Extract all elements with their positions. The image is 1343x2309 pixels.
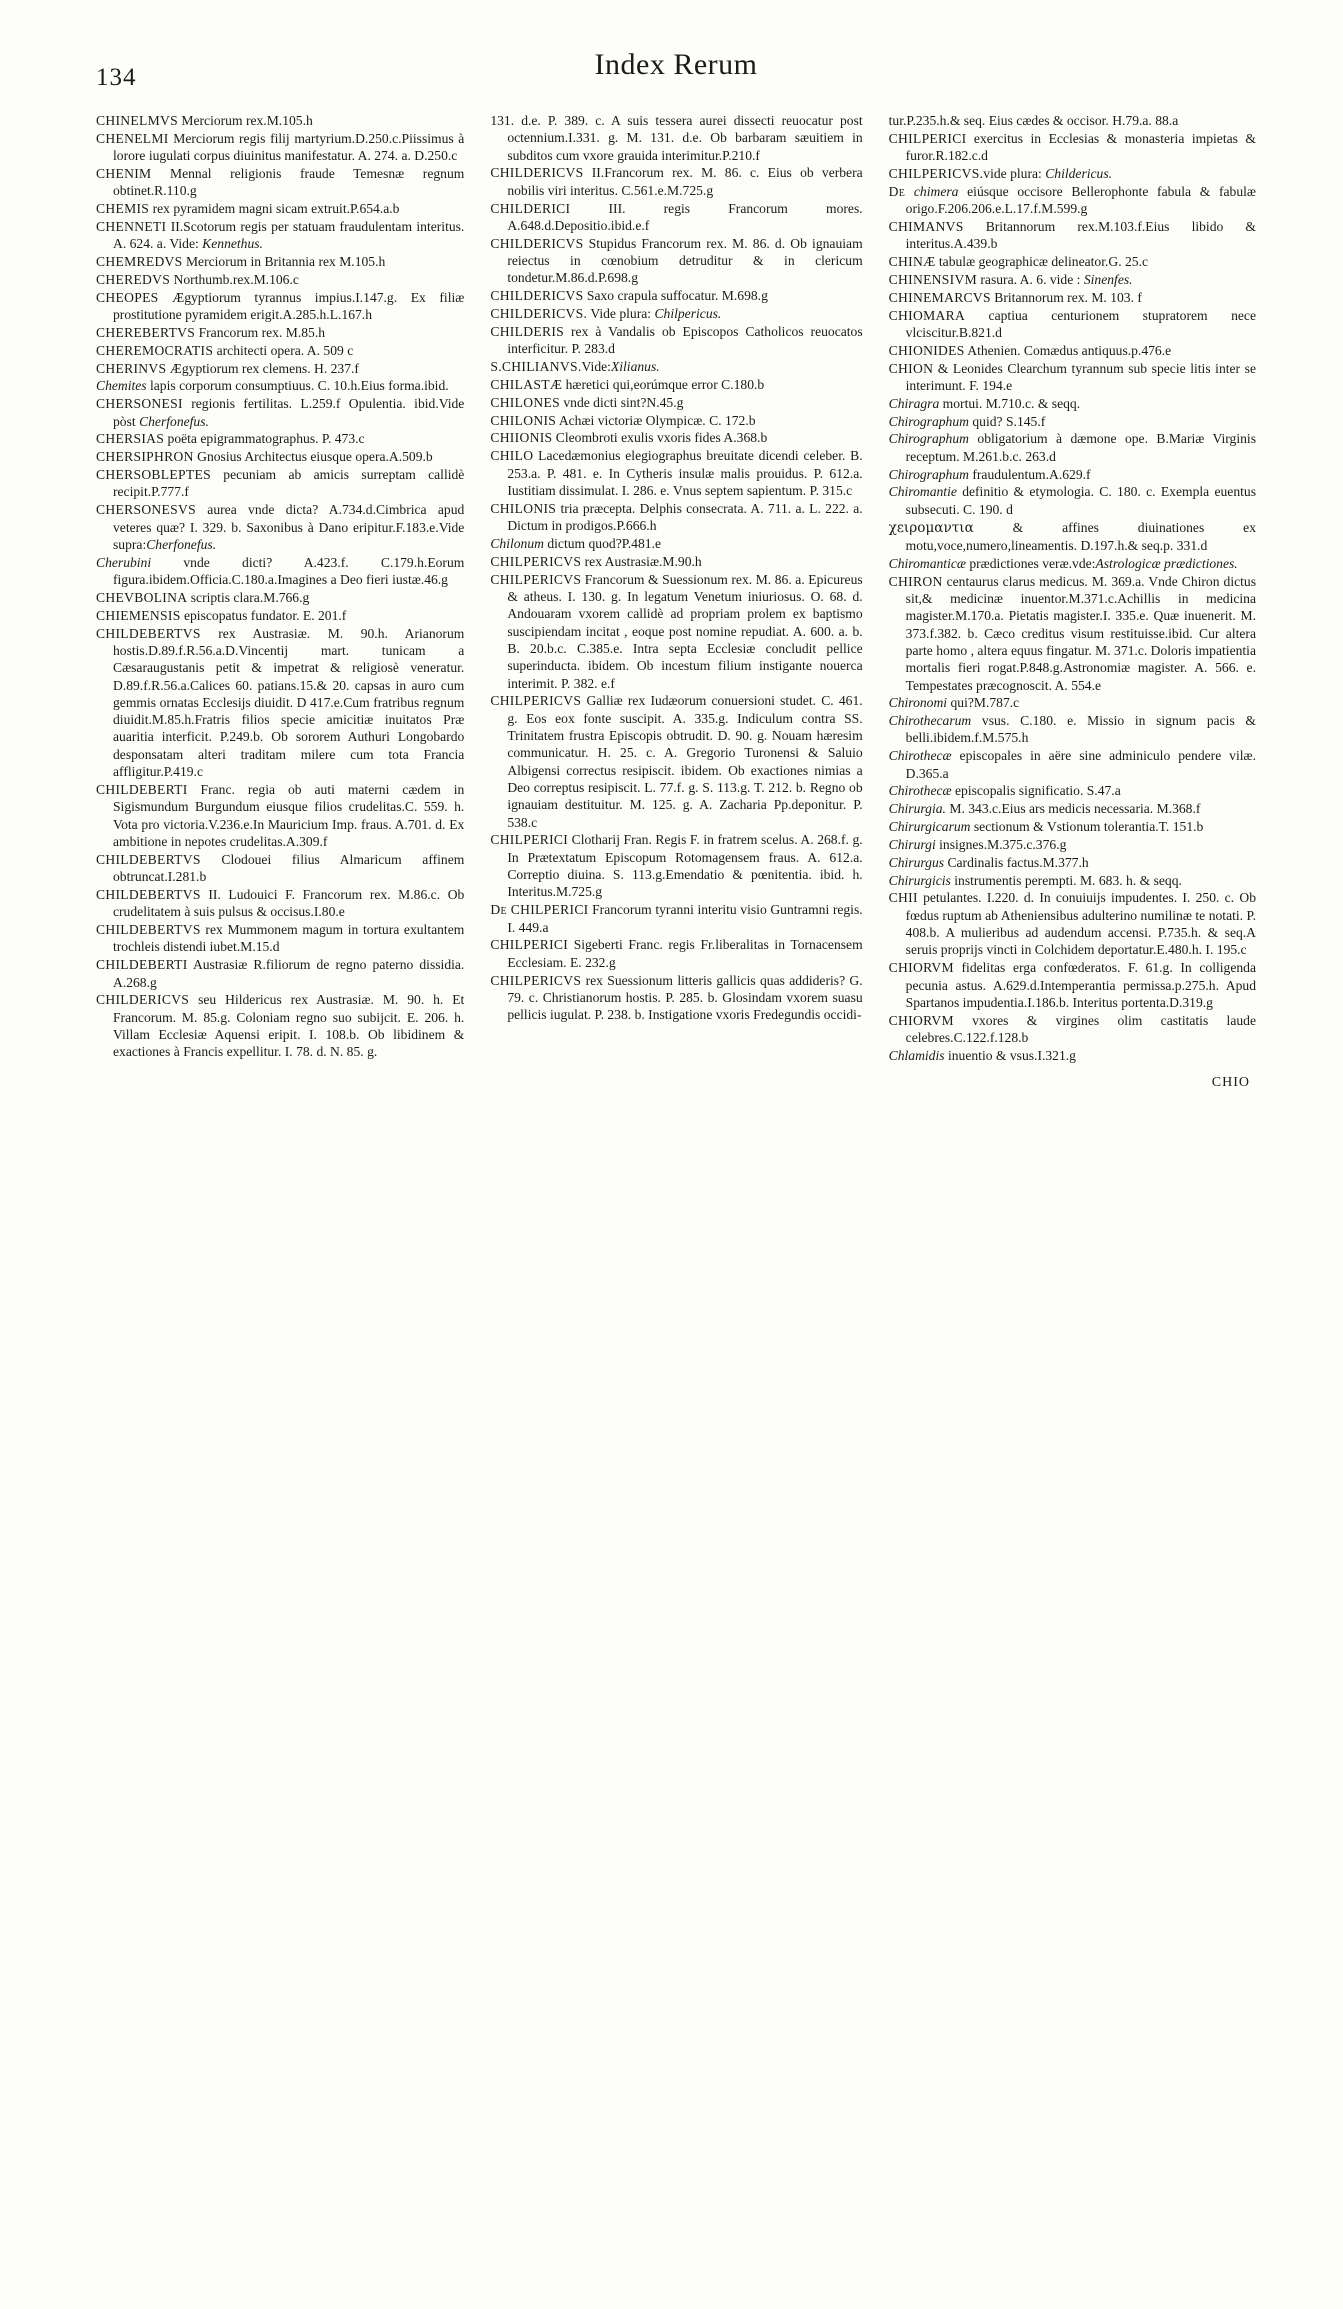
index-entry bbox=[96, 253, 464, 270]
index-entry bbox=[490, 287, 862, 304]
index-entry-cross-reference: Xilianus. bbox=[610, 359, 660, 375]
index-entry-text: vide plura: bbox=[983, 165, 1046, 181]
index-entry bbox=[490, 305, 862, 322]
index-entry-text: M. 343.c.Eius ars medicis necessaria. M.368.f bbox=[945, 801, 1201, 817]
index-entry bbox=[490, 692, 862, 831]
folio-number: 134 bbox=[96, 64, 137, 91]
index-entry bbox=[490, 394, 862, 411]
index-entry-headword: CHILDEBERTVS bbox=[96, 625, 201, 641]
index-entry bbox=[96, 271, 464, 288]
index-entry-text: Lacedæmonius elegiographus breuitate dicendi celeber. B. 253.a. P. 481. e. In Cytheris insulæ malis prouidus. P. 612.a. Iustitiam dissimulat. I. 286. e. Vnus septem sapientum. P. 315.c bbox=[507, 448, 863, 498]
index-entry bbox=[96, 395, 464, 430]
index-entry bbox=[889, 165, 1256, 182]
index-entry bbox=[490, 412, 862, 429]
index-entry-cross-reference: Sinenfes. bbox=[1083, 271, 1133, 287]
index-entry-headword: CHINEMARCVS bbox=[888, 289, 991, 305]
index-entry-text: Galliæ rex Iudæorum conuersioni studet. C. 461. g. Eos eox fonte suscipit. A. 335.g. Indiculum contra SS. Trinitatem frustra Episcopis obtrudit. D. 90. g. Nouam hæresim communicatur. H. 25. c. A. Gregorio Turonensi & Saluio Albigensi correctus resipiscit. ibidem. Ob exactiones nimias a Deo correptus resipiscit. L. 77.f. g. S. 113.g. T. 212. b. Regno ob ignauiam destituitur. M. 125. g. A. Zacharia Pp.deponitur. P. 538.c bbox=[507, 693, 863, 830]
index-entry-text: sectionum & Vstionum tolerantia.T. 151.b bbox=[970, 819, 1204, 835]
index-entry-text: rex Mummonem magum in tortura exultantem trochleis distendi iubet.M.15.d bbox=[113, 922, 465, 955]
index-entry bbox=[889, 183, 1256, 218]
index-column-2 bbox=[490, 112, 862, 1065]
index-entry-text: rex Suessionum litteris gallicis quas addideris? G. 79. c. Christianorum hostis. P. 285. b. Glosindam vxorem suasu pellicis iugulat. P. 238. b. Instigatione vxoris Fredegundis occidi- bbox=[507, 972, 863, 1023]
index-entry-text: poëta epigrammatographus. P. 473.c bbox=[164, 431, 365, 447]
index-entry bbox=[889, 694, 1256, 711]
index-entry-text: rex pyramidem magni sicam extruit.P.654.a.b bbox=[149, 201, 400, 217]
index-entry-headword: CHERSIAS bbox=[96, 431, 165, 447]
index-entry-text: inuentio & vsus.I.321.g bbox=[944, 1047, 1076, 1063]
index-entry-text: tabulæ geographicæ delineator.G. 25.c bbox=[935, 254, 1149, 270]
index-entry bbox=[889, 800, 1256, 817]
index-entry bbox=[96, 218, 464, 253]
index-entry-text: Merciorum rex.M.105.h bbox=[178, 113, 313, 128]
running-title: Index Rerum bbox=[594, 48, 758, 81]
index-entry bbox=[96, 991, 464, 1060]
index-entry bbox=[889, 253, 1256, 270]
index-entry-text: architecti opera. A. 509 c bbox=[213, 342, 354, 358]
index-entry bbox=[96, 781, 464, 850]
index-entry-text: vnde dicti sint?N.45.g bbox=[559, 394, 684, 410]
index-entry bbox=[96, 342, 464, 359]
index-entry bbox=[96, 589, 464, 606]
index-entry-text: mortui. M.710.c. & seqq. bbox=[939, 395, 1081, 411]
index-entry bbox=[490, 535, 862, 552]
index-entry-headword: Chirographum bbox=[888, 466, 969, 482]
index-entry bbox=[490, 200, 862, 235]
index-entry-cross-reference: Chilpericus. bbox=[654, 306, 722, 322]
index-entry bbox=[96, 466, 464, 501]
index-entry-text: tur.P.235.h.& seq. Eius cædes & occisor. H.79.a. 88.a bbox=[888, 113, 1179, 128]
index-entry-headword: Chilonum bbox=[490, 535, 544, 551]
index-entry-headword: CHILPERICVS bbox=[490, 571, 582, 587]
index-entry bbox=[96, 886, 464, 921]
index-entry-headword: CHILDERICVS bbox=[490, 288, 584, 304]
index-entry bbox=[490, 164, 862, 199]
index-entry-headword: CHILPERICI bbox=[888, 130, 967, 146]
index-entry bbox=[889, 342, 1256, 359]
index-entry bbox=[490, 936, 862, 971]
index-entry-headword: CHENNETI bbox=[96, 218, 167, 234]
index-entry-text: episcopales in aëre sine adminiculo pendere vilæ. D.365.a bbox=[905, 748, 1256, 781]
index-entry-text: obligatorium à dæmone ope. B.Mariæ Virginis receptum. M.261.b.c. 263.d bbox=[905, 431, 1256, 464]
index-entry-headword: CHIIONIS bbox=[490, 430, 553, 446]
index-entry bbox=[490, 323, 862, 358]
index-entry-headword: CHIOMARA bbox=[888, 307, 966, 323]
index-entry-headword: Chirothecarum bbox=[888, 713, 972, 729]
page-content bbox=[96, 48, 1256, 1091]
index-entry-text: quid? S.145.f bbox=[968, 413, 1046, 429]
index-entry-text: instrumentis perempti. M. 683. h. & seqq. bbox=[950, 872, 1182, 888]
index-entry bbox=[96, 851, 464, 886]
index-entry bbox=[889, 818, 1256, 835]
index-entry-text: Francorum tyranni interitu visio Guntramni regis. I. 449.a bbox=[507, 902, 863, 935]
index-entry bbox=[490, 901, 862, 936]
index-entry-text: Merciorum in Britannia rex M.105.h bbox=[182, 254, 386, 270]
index-column-1 bbox=[96, 112, 464, 1065]
index-entry-headword: CHILONIS bbox=[490, 412, 557, 428]
index-entry-text: II.Scotorum regis per statuam fraudulentam interitus. A. 624. a. Vide: bbox=[113, 218, 465, 252]
index-entry-headword: CHILPERICI bbox=[490, 937, 569, 953]
index-entry-headword: Chiromantie bbox=[888, 484, 957, 500]
index-entry-text: & Leonides Clearchum tyrannum sub specie litis inter se interimunt. F. 194.e bbox=[905, 360, 1256, 393]
index-entry bbox=[889, 854, 1256, 871]
index-entry-text: tria præcepta. Delphis consecrata. A. 711. a. L. 222. a. Dictum in prodigos.P.666.h bbox=[507, 500, 863, 534]
index-entry-text: Francorum rex. M.85.h bbox=[195, 324, 326, 340]
index-entry bbox=[889, 782, 1256, 799]
index-entry-headword: CHERSIPHRON bbox=[96, 449, 194, 465]
index-entry-text: Clodouei filius Almaricum affinem obtruncat.I.281.b bbox=[113, 851, 465, 885]
index-entry-text: prædictiones veræ.vde: bbox=[965, 555, 1096, 571]
index-entry bbox=[889, 360, 1256, 395]
index-entry-headword: CHILDEBERTI bbox=[96, 957, 188, 973]
index-entry bbox=[490, 429, 862, 446]
index-entry-text: Mennal religionis fraude Temesnæ regnum obtinet.R.110.g bbox=[113, 165, 465, 199]
index-entry-text: III. regis Francorum mores. A.648.d.Depositio.ibid.e.f bbox=[507, 200, 863, 233]
index-entry-headword: Chirothecæ bbox=[888, 783, 952, 799]
index-entry bbox=[96, 956, 464, 991]
index-entry-text: 131. d.e. P. 389. c. A suis tessera aurei dissecti reuocatur post octennium.I.331. g. M. 131. d.e. Ob barbaram sæuitiem in subditos cum vxore grauida interimitur.P.210.f bbox=[490, 113, 863, 163]
index-entry-headword: CHILDERICVS. bbox=[490, 306, 588, 322]
index-entry bbox=[889, 747, 1256, 782]
index-entry bbox=[490, 358, 862, 375]
index-entry-text: vxores & virgines olim castitatis laude celebres.C.122.f.128.b bbox=[905, 1012, 1256, 1046]
index-entry-text: Cleombroti exulis vxoris fides A.368.b bbox=[552, 430, 768, 446]
index-entry bbox=[96, 501, 464, 553]
index-entry-text: Cardinalis factus.M.377.h bbox=[944, 854, 1089, 870]
index-entry bbox=[490, 447, 862, 499]
index-entry-headword: CHILDERICVS bbox=[490, 165, 584, 181]
index-entry bbox=[96, 377, 464, 394]
index-entry bbox=[96, 165, 464, 200]
index-entry-text: exercitus in Ecclesias & monasteria impietas & furor.R.182.c.d bbox=[905, 130, 1256, 164]
index-entry-headword: CHILPERICVS bbox=[490, 972, 582, 988]
index-entry bbox=[490, 500, 862, 535]
index-entry-headword: CHENIM bbox=[96, 165, 152, 181]
index-entry-text: scriptis clara.M.766.g bbox=[187, 589, 310, 605]
index-entry bbox=[889, 130, 1256, 165]
index-entry-text: Francorum & Suessionum rex. M. 86. a. Epicureus & atheus. I. 130. g. In legatum Venetum iniuriosus. O. 68. d. Andouaram vxorem callidè ad propriam prolem ex baptismo suscipiendam incitat , eoque post nomine repudiat. A. 600. a. b. B. 20.b.c. C.385.e. Intra septa Ecclesiæ concludit pellice superinducta. ibidem. Ob incestum filium instigante nouerca interimit. P. 382. e.f bbox=[507, 571, 863, 691]
index-entry-text: seu Hildericus rex Austrasiæ. M. 90. h. Et Francorum. M. 85.g. Coloniam regno suo subijcit. E. 206. h. Villam Ecclesiæ Aquensi eripit. I. 108.b. Ob libidinem & exactiones à Francis expellitur. I. 78. d. N. 85. g. bbox=[113, 992, 465, 1060]
index-entry bbox=[96, 130, 464, 165]
index-entry-headword: CHEVBOLINA bbox=[96, 589, 188, 605]
index-entry-text: centaurus clarus medicus. M. 369.a. Vnde Chiron dictus sit,& medicinæ inuentor.M.371.c.Achillis in medicina magister.M.170.a. Pietatis magister.I. 335.e. Quæ inuenerit. M. 373.f.382. b. Cæco creditus visum restituisse.ibid. Cur altera parte homo , altera equus fingatur. M. 371.c. Doloris impatientia mortalis fieri rogat.P.848.g.Astronomiæ magister. A. 566. e. Tempestates præcognoscit. A. 554.e bbox=[905, 573, 1256, 693]
index-entry-text: hæretici qui,eorúmque error C.180.b bbox=[562, 376, 765, 392]
index-entry-headword: CHEMREDVS bbox=[96, 254, 183, 270]
index-entry-headword: Chirurgi bbox=[888, 836, 936, 852]
index-entry bbox=[490, 112, 862, 164]
index-entry-text: aurea vnde dicta? A.734.d.Cimbrica apud veteres quæ? I. 329. b. Saxonibus à Dano eripitur.F.183.e.Vide supra: bbox=[113, 502, 465, 552]
index-entry-headword: CHILPERICI bbox=[490, 832, 569, 848]
index-entry-text: Athenien. Comædus antiquus.p.476.e bbox=[964, 342, 1172, 358]
index-entry-text: rex Austrasiæ. M. 90.h. Arianorum hostis.D.89.f.R.56.a.D.Vincentij mart. tunicam a Cæsaraugustanis petit & impetrat & religiosè veneratur. D.89.f.R.56.a.Calices 60. patians.15.& 20. capsas in auro cum gemmis ornatas Ecclesijs diuidit. D 417.e.Cum fratribus regnum diuidit.M.85.h.Fratris filios specie amicitiæ inuitatos Præ auaritia interficit. P.249.b. Ob sororem Authuri Longobardo desponsatam alteri traditam milere cum tota Francia affligitur.P.419.c bbox=[113, 625, 465, 780]
index-entry-headword: Cherubini bbox=[96, 554, 152, 570]
index-entry-headword: CHEMIS bbox=[96, 201, 150, 217]
index-entry bbox=[889, 889, 1256, 958]
index-entry-text: & affines diuinationes ex motu,voce,numero,lineamentis. D.197.h.& seq.p. 331.d bbox=[905, 519, 1256, 553]
index-entry-text: lapis corporum consumptiuus. C. 10.h.Eius forma.ibid. bbox=[146, 378, 449, 394]
index-entry-text: Austrasiæ R.filiorum de regno paterno dissidia. A.268.g bbox=[113, 957, 465, 990]
index-entry-headword: CHINELMVS bbox=[96, 113, 178, 128]
index-entry-text-continued: eiúsque occisore Bellerophonte fabula & fabulæ origo.F.206.206.e.L.17.f.M.599.g bbox=[905, 183, 1256, 217]
index-entry-text: Ægyptiorum tyrannus impius.I.147.g. Ex filiæ prostitutione pyramidem erigit.A.285.h.L.167.h bbox=[113, 289, 465, 323]
index-entry-headword: Chiragra bbox=[888, 395, 940, 411]
index-entry-text: Merciorum regis filij martyrium.D.250.c.Piissimus à lorore iugulati corpus diuinitus manifestatur. A. 274. a. D.250.c bbox=[113, 130, 465, 164]
index-entry bbox=[490, 553, 862, 570]
index-entry bbox=[889, 836, 1256, 853]
index-entry-text: Ægyptiorum rex clemens. H. 237.f bbox=[166, 360, 359, 376]
index-entry bbox=[889, 1047, 1256, 1064]
index-entry bbox=[889, 712, 1256, 747]
index-entry bbox=[96, 289, 464, 324]
index-entry-headword: Chirurgicarum bbox=[888, 819, 971, 835]
index-entry-headword: CHERSONESVS bbox=[96, 502, 196, 518]
index-entry-text: rex Austrasiæ.M.90.h bbox=[581, 553, 702, 569]
index-entry bbox=[889, 307, 1256, 342]
index-entry-text: Stupidus Francorum rex. M. 86. d. Ob ignauiam reiectus in cœnobium detruditur & in clericum tondetur.M.86.d.P.698.g bbox=[507, 235, 863, 286]
index-entry-headword: CHILDERICI bbox=[490, 200, 571, 216]
index-entry-cross-reference: Cherfonefus. bbox=[146, 536, 217, 552]
index-entry-headword: De bbox=[888, 183, 906, 199]
index-entry-text: Vide: bbox=[581, 359, 611, 375]
index-entry bbox=[96, 200, 464, 217]
index-entry-cross-reference: Childericus. bbox=[1045, 165, 1113, 181]
index-entry bbox=[96, 921, 464, 956]
index-entry bbox=[889, 555, 1256, 572]
index-entry-text bbox=[905, 184, 914, 199]
index-entry bbox=[490, 831, 862, 900]
index-entry-text: Achæi victoriæ Olympicæ. C. 172.b bbox=[556, 412, 756, 428]
index-entry-headword: Chirurgia. bbox=[888, 801, 946, 817]
index-entry bbox=[96, 430, 464, 447]
index-entry-headword: CHILPERICVS bbox=[490, 553, 582, 569]
index-entry-headword: CHEREDVS bbox=[96, 271, 171, 287]
index-columns bbox=[96, 112, 1256, 1065]
index-entry-cross-reference: Kennethus. bbox=[202, 236, 263, 252]
index-entry-text: regionis fertilitas. L.259.f Opulentia. ibid.Vide pòst bbox=[113, 396, 465, 429]
index-entry-text: II.Francorum rex. M. 86. c. Eius ob verbera nobilis viri interitus. C.561.e.M.725.g bbox=[507, 165, 863, 198]
index-entry-text: rex à Vandalis ob Episcopos Catholicos reuocatos interficitur. P. 283.d bbox=[507, 323, 863, 357]
index-entry-headword: CHILDEBERTVS bbox=[96, 886, 201, 902]
index-entry-headword: CHIONIDES bbox=[888, 342, 965, 358]
index-entry-text: qui?M.787.c bbox=[947, 695, 1020, 711]
index-entry-text: fidelitas erga confœderatos. F. 61.g. In colligenda pecunia astus. A.629.d.Intemperantia permissa.p.275.h. Apud Spartanos impudentia.I.186.b. Interitus portenta.D.319.g bbox=[905, 960, 1256, 1010]
index-entry-text: petulantes. I.220. d. In conuiuijs impudentes. I. 250. c. Ob fœdus ruptum ab Atheniensibus adulterino numilinæ te notati. P. 408.b. A mulieribus ad audendum accensi. P.735.h. & seq.A seruis proprijs vincti in Colchidem deportatur.E.480.h. I. 195.c bbox=[905, 890, 1256, 958]
index-entry-headword: CHEREMOCRATIS bbox=[96, 342, 214, 358]
index-entry-headword: CHILASTÆ bbox=[490, 376, 563, 392]
index-entry-headword: CHERSONESI bbox=[96, 396, 183, 412]
index-entry bbox=[889, 872, 1256, 889]
index-entry-text: Northumb.rex.M.106.c bbox=[170, 271, 299, 287]
index-entry-headword: Chirographum bbox=[888, 431, 969, 447]
index-entry-text: Vide plura: bbox=[587, 306, 655, 322]
index-entry-text: pecuniam ab amicis surreptam callidè recipit.P.777.f bbox=[113, 467, 465, 500]
index-entry bbox=[96, 607, 464, 624]
index-entry-text: Sigeberti Franc. regis Fr.liberalitas in Tornacensem Ecclesiam. E. 232.g bbox=[507, 937, 863, 970]
index-entry-headword: CHILDERIS bbox=[490, 323, 565, 339]
index-entry-headword: CHILDERICVS bbox=[490, 235, 584, 251]
index-entry-text: Britannorum rex. M. 103. f bbox=[990, 289, 1142, 305]
index-entry-headword: Chirurgicis bbox=[888, 872, 951, 888]
index-entry-headword: CHINÆ bbox=[888, 254, 936, 270]
index-entry bbox=[490, 235, 862, 287]
catchword: CHIO bbox=[1211, 1074, 1250, 1090]
index-entry bbox=[96, 112, 464, 129]
index-entry-text: episcopatus fundator. E. 201.f bbox=[180, 607, 347, 623]
index-entry-text: Britannorum rex.M.103.f.Eius libido & interitus.A.439.b bbox=[905, 218, 1256, 252]
index-entry-cross-reference: Cherfonefus. bbox=[139, 413, 209, 429]
index-entry-headword: CHILDERICVS bbox=[96, 992, 190, 1008]
index-entry-text: captiua centurionem stupratorem nece vlciscitur.B.821.d bbox=[905, 307, 1256, 340]
index-entry-headword: CHERINVS bbox=[96, 360, 167, 376]
index-entry-headword: Chemites bbox=[96, 378, 147, 394]
index-entry bbox=[889, 271, 1256, 288]
index-entry bbox=[490, 972, 862, 1024]
index-entry-text: insignes.M.375.c.376.g bbox=[935, 836, 1067, 852]
index-entry-headword: CHENELMI bbox=[96, 130, 169, 146]
index-entry bbox=[889, 466, 1256, 483]
index-entry-headword: Chirothecæ bbox=[888, 748, 952, 764]
index-entry bbox=[889, 413, 1256, 430]
index-entry-text: Franc. regia ob auti materni cædem in Sigismundum Burgundum eiusque filios crudelitas.C. 559. h. Vota pro victoria.V.236.e.In Mauricium Imp. fraus. A.701. d. Ex ambitione in nepotes crudelitas.A.309.f bbox=[113, 781, 465, 849]
index-entry bbox=[889, 519, 1256, 555]
index-entry bbox=[96, 448, 464, 465]
index-entry bbox=[889, 573, 1256, 694]
index-entry-headword: CHEOPES bbox=[96, 289, 159, 305]
index-entry-headword: χειρομαντια bbox=[888, 519, 974, 536]
index-entry bbox=[96, 554, 464, 589]
index-entry-text: Gnosius Architectus eiusque opera.A.509.b bbox=[193, 449, 433, 465]
index-entry-text: dictum quod?P.481.e bbox=[543, 535, 661, 551]
index-entry bbox=[96, 625, 464, 781]
index-entry-headword: CHILONIS bbox=[490, 500, 557, 516]
index-entry-headword: CHILPERICVS. bbox=[888, 165, 984, 181]
index-entry bbox=[889, 218, 1256, 253]
index-column-3 bbox=[889, 112, 1256, 1065]
index-entry-headword: CHERSOBLEPTES bbox=[96, 467, 211, 483]
index-entry-headword: S.CHILIANVS. bbox=[490, 359, 582, 375]
index-entry-text: vsus. C.180. e. Missio in signum pacis & belli.ibidem.f.M.575.h bbox=[905, 713, 1256, 746]
index-entry-headword: CHION bbox=[888, 360, 934, 376]
index-entry-text: vnde dicti? A.423.f. C.179.h.Eorum figura.ibidem.Officia.C.180.a.Imagines a Deo fieri iustæ.46.g bbox=[113, 554, 465, 588]
index-entry bbox=[490, 571, 862, 692]
index-entry bbox=[889, 959, 1256, 1011]
index-entry-headword: CHIEMENSIS bbox=[96, 607, 181, 623]
index-entry bbox=[889, 430, 1256, 465]
index-entry-headword: CHIRON bbox=[888, 573, 943, 589]
index-entry bbox=[889, 1012, 1256, 1047]
index-entry-italic-term: chimera bbox=[913, 183, 959, 199]
index-entry-headword: Chirurgus bbox=[888, 854, 945, 870]
index-entry-headword: CHILDEBERTVS bbox=[96, 922, 201, 938]
index-entry-headword: CHEREBERTVS bbox=[96, 324, 196, 340]
index-entry-headword: CHILONES bbox=[490, 394, 560, 410]
index-entry-headword: De CHILPERICI bbox=[490, 902, 589, 918]
index-entry-text: II. Ludouici F. Francorum rex. M.86.c. Ob crudelitatem à suis pulsus & occisus.I.80.e bbox=[113, 886, 465, 920]
index-entry bbox=[490, 376, 862, 393]
index-entry bbox=[96, 360, 464, 377]
index-entry bbox=[96, 324, 464, 341]
index-entry-headword: CHII bbox=[888, 890, 918, 906]
page-header bbox=[96, 48, 1256, 106]
index-entry-cross-reference: Astrologicæ prædictiones. bbox=[1095, 555, 1238, 571]
index-entry-headword: CHILDEBERTVS bbox=[96, 851, 201, 867]
index-entry-headword: CHILO bbox=[490, 448, 534, 464]
index-entry-headword: CHILDEBERTI bbox=[96, 781, 188, 797]
index-entry bbox=[889, 483, 1256, 518]
index-entry-text: episcopalis significatio. S.47.a bbox=[951, 783, 1121, 799]
index-entry-headword: CHIORVM bbox=[888, 1012, 954, 1028]
index-entry-headword: Chiromanticæ bbox=[888, 555, 966, 571]
index-entry-text: Clotharij Fran. Regis F. in fratrem scelus. A. 268.f. g. In Prætextatum Episcopum Rotomagensem fraus. A. 612.a. Correptio diuina. S. 113.g.Emendatio & pœnitentia. ibid. h. Interitus.M.725.g bbox=[507, 832, 863, 900]
index-entry-headword: CHINENSIVM bbox=[888, 271, 977, 287]
index-entry bbox=[889, 112, 1256, 129]
index-entry bbox=[889, 395, 1256, 412]
index-entry bbox=[889, 289, 1256, 306]
index-entry-text: definitio & etymologia. C. 180. c. Exempla euentus subsecuti. C. 190. d bbox=[905, 484, 1256, 517]
index-entry-headword: CHIORVM bbox=[888, 960, 954, 976]
index-entry-headword: Chlamidis bbox=[888, 1047, 945, 1063]
index-entry-headword: CHIMANVS bbox=[888, 218, 964, 234]
index-entry-text: Saxo crapula suffocatur. M.698.g bbox=[583, 288, 768, 304]
index-entry-text: rasura. A. 6. vide : bbox=[977, 271, 1084, 287]
index-entry-text: fraudulentum.A.629.f bbox=[968, 466, 1091, 482]
index-entry-headword: Chironomi bbox=[888, 695, 948, 711]
index-entry-headword: CHILPERICVS bbox=[490, 693, 582, 709]
index-entry-headword: Chirographum bbox=[888, 413, 969, 429]
